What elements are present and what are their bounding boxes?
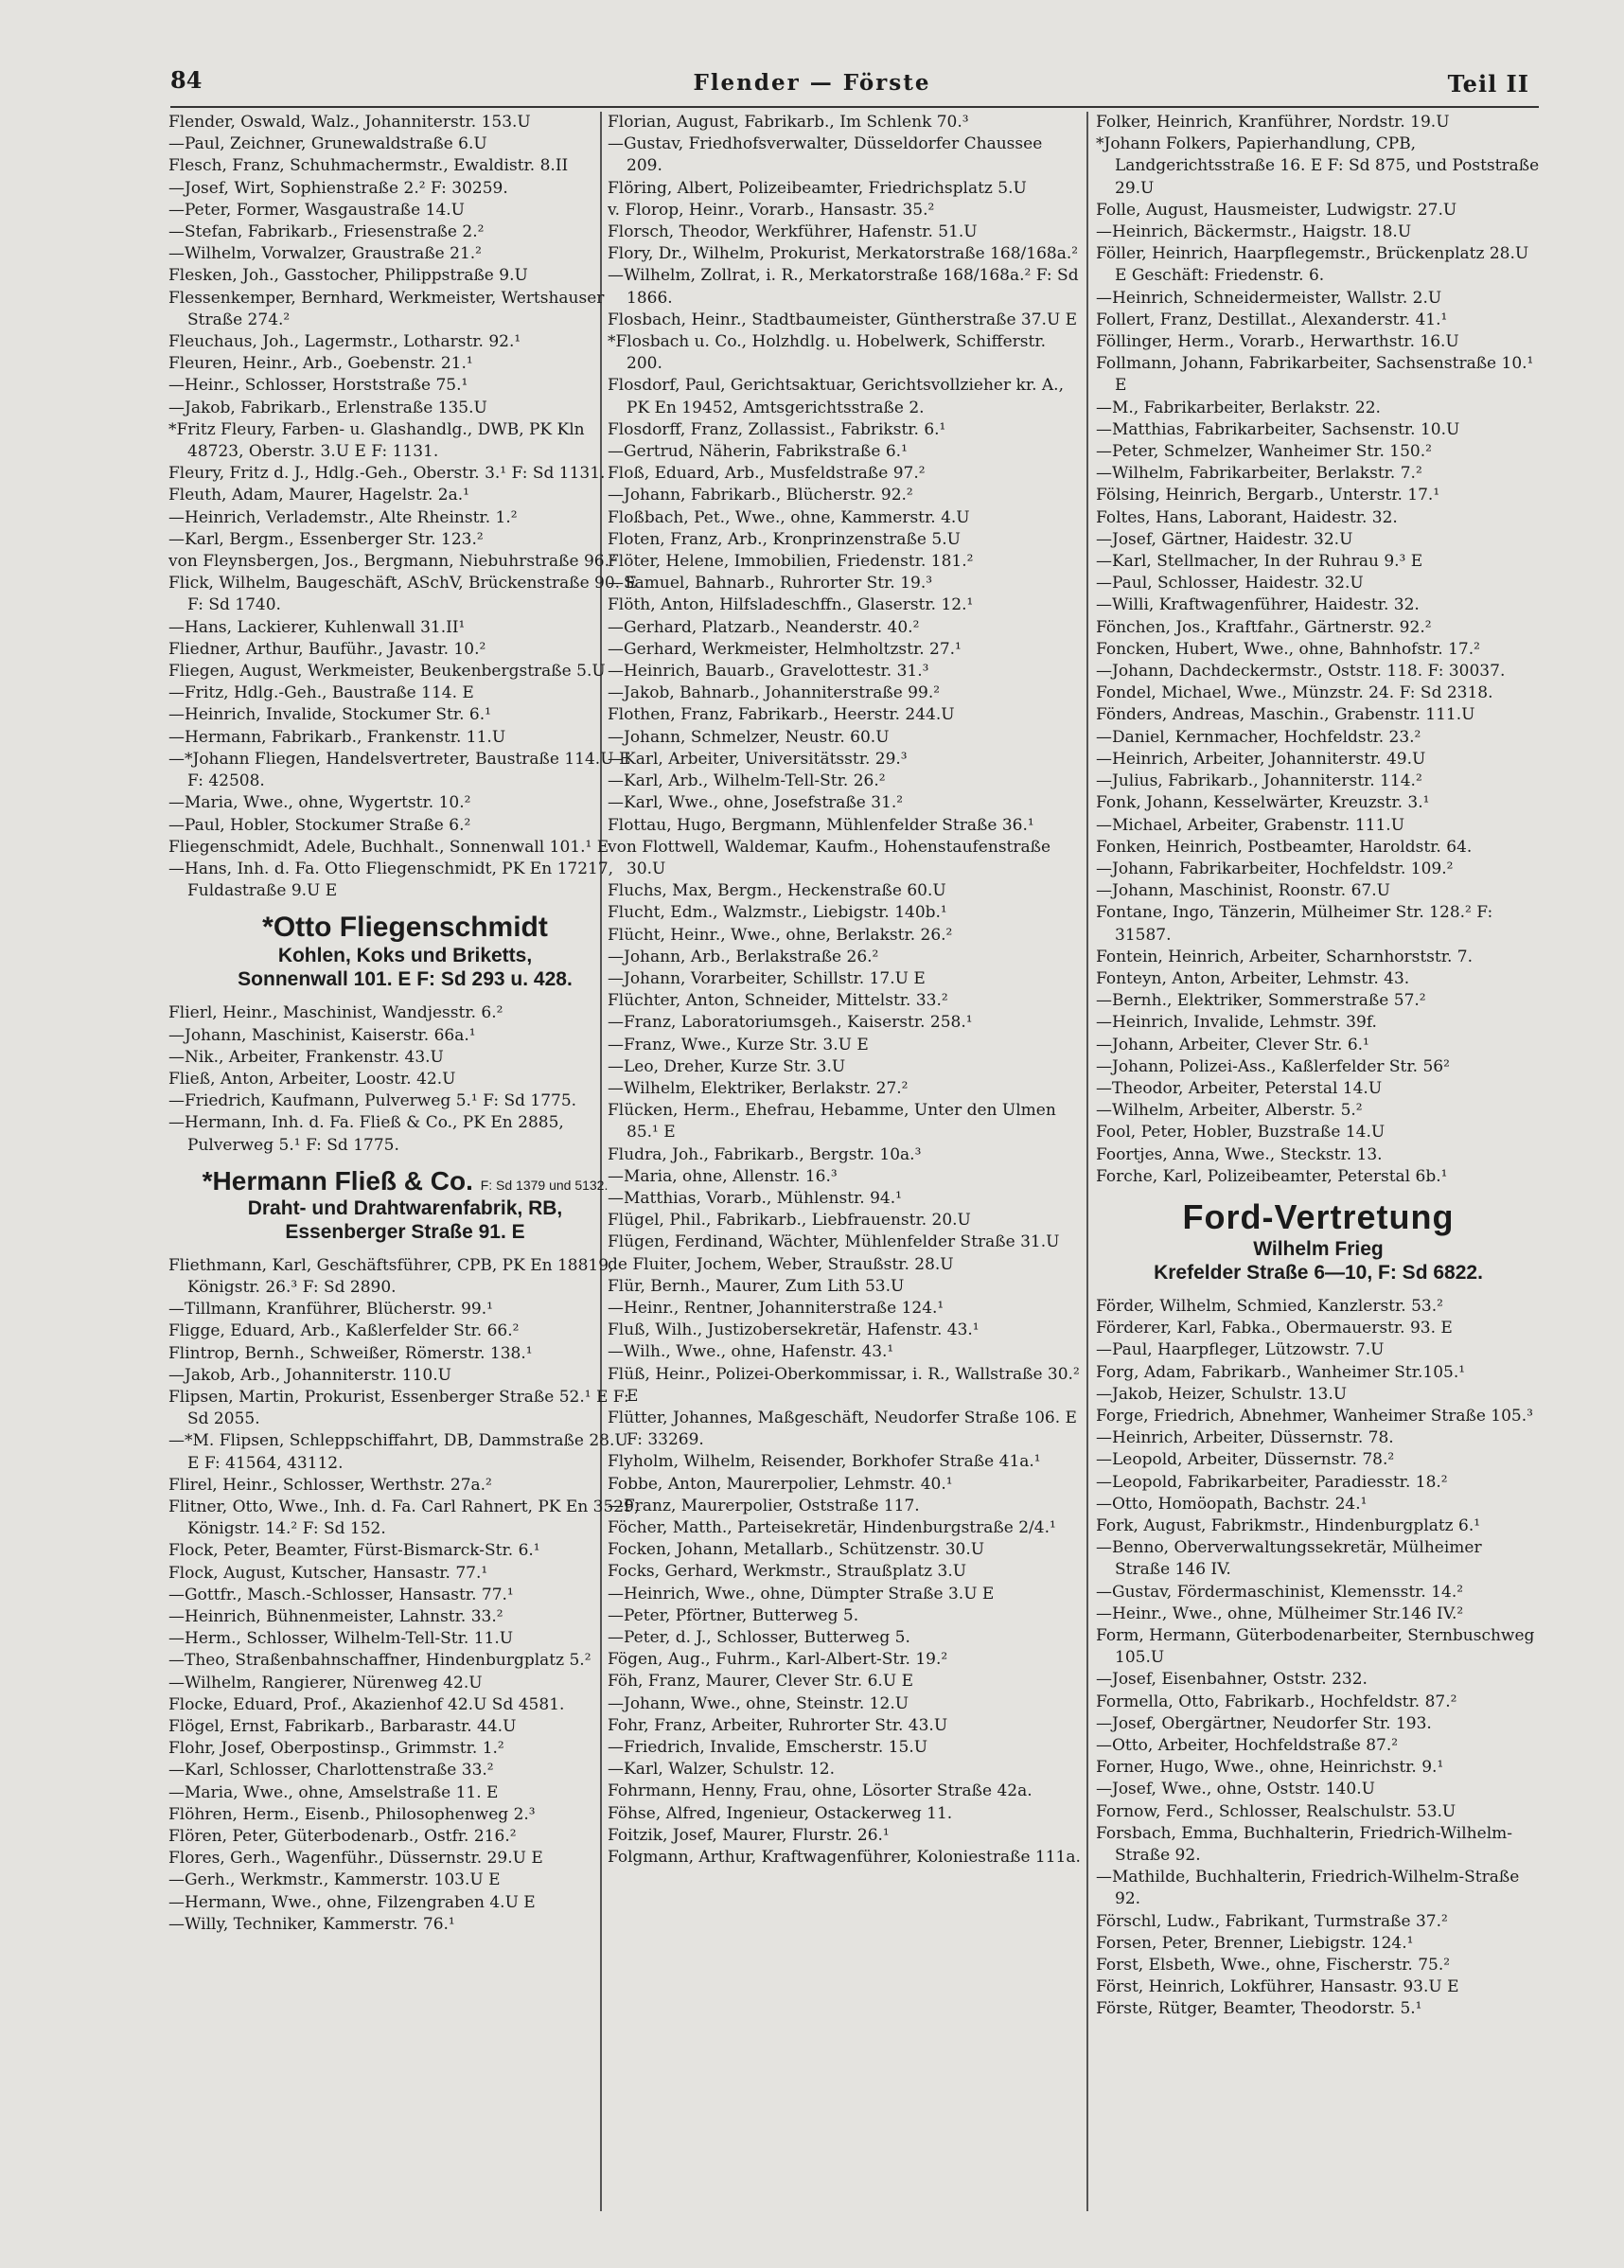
directory-entry: Focks, Gerhard, Werkmstr., Straußplatz 3.U: [608, 1562, 967, 1582]
directory-entry: —Maria, Wwe., ohne, Amselstraße 11. E: [168, 1782, 499, 1802]
directory-entry: —Wilhelm, Fabrikarbeiter, Berlakstr. 7.²: [1096, 464, 1422, 484]
directory-entry: Flick, Wilhelm, Baugeschäft, ASchV, Brückenstraße 90. E F: Sd 1740.: [168, 574, 637, 615]
directory-entry: Form, Hermann, Güterbodenarbeiter, Sternbuschweg 105.U: [1096, 1626, 1535, 1668]
directory-entry: Föller, Heinrich, Haarpflegemstr., Brückenplatz 28.U E Geschäft: Friedenstr. 6.: [1096, 244, 1529, 286]
directory-entry: Fölsing, Heinrich, Bergarb., Unterstr. 17.¹: [1096, 486, 1440, 505]
directory-entry: Formella, Otto, Fabrikarb., Hochfeldstr. 87.²: [1096, 1692, 1457, 1711]
directory-entry: Fliedner, Arthur, Bauführ., Javastr. 10.²: [168, 639, 486, 659]
directory-entry: Flipsen, Martin, Prokurist, Essenberger Straße 52.¹ E F: Sd 2055.: [168, 1387, 629, 1429]
running-title: Flender — Förste: [693, 70, 931, 96]
directory-entry: Forsbach, Emma, Buchhalterin, Friedrich-Wilhelm-Straße 92.: [1096, 1823, 1512, 1866]
directory-entry: Flören, Peter, Güterbodenarb., Ostfr. 216.²: [168, 1827, 517, 1847]
directory-entry: —Heinrich, Invalide, Lehmstr. 39f.: [1096, 1013, 1377, 1033]
directory-entry: Flücht, Heinr., Wwe., ohne, Berlakstr. 26.²: [608, 925, 953, 945]
directory-entry: —Peter, Former, Wasgaustraße 14.U: [168, 200, 465, 220]
directory-entry: —Jakob, Heizer, Schulstr. 13.U: [1096, 1384, 1348, 1404]
directory-entry: Floten, Franz, Arb., Kronprinzenstraße 5.U: [608, 529, 961, 549]
directory-entry: Flüchter, Anton, Schneider, Mittelstr. 33.²: [608, 991, 948, 1011]
directory-entry: —Willi, Kraftwagenführer, Haidestr. 32.: [1096, 595, 1420, 615]
column-1-entries-b: [168, 1002, 642, 1156]
directory-entry: —Karl, Bergm., Essenberger Str. 123.²: [168, 529, 484, 549]
directory-entry: Föcher, Matth., Parteisekretär, Hindenburgstraße 2/4.¹: [608, 1518, 1056, 1537]
directory-entry: Flitner, Otto, Wwe., Inh. d. Fa. Carl Rahnert, PK En 3529, Königstr. 14.² F: Sd 152.: [168, 1497, 640, 1539]
directory-entry: —Paul, Schlosser, Haidestr. 32.U: [1096, 574, 1364, 594]
directory-entry: —Hans, Lackierer, Kuhlenwall 31.II¹: [168, 617, 466, 637]
directory-entry: —Josef, Wwe., ohne, Oststr. 140.U: [1096, 1780, 1375, 1799]
directory-entry: Flucht, Edm., Walzmstr., Liebigstr. 140b.¹: [608, 903, 947, 923]
directory-entry: Fögen, Aug., Fuhrm., Karl-Albert-Str. 19.²: [608, 1650, 948, 1670]
directory-entry: —Nik., Arbeiter, Frankenstr. 43.U: [168, 1047, 444, 1067]
directory-entry: Fönchen, Jos., Kraftfahr., Gärtnerstr. 92.²: [1096, 617, 1432, 637]
directory-entry: Flothen, Franz, Fabrikarb., Heerstr. 244.U: [608, 705, 955, 725]
ad-line: Draht- und Drahtwarenfabrik, RB,: [247, 1196, 563, 1219]
directory-entry: Folle, August, Hausmeister, Ludwigstr. 27.U: [1096, 200, 1457, 220]
directory-entry: —Gerhard, Werkmeister, Helmholtzstr. 27.¹: [608, 639, 962, 659]
directory-entry: —Johann, Fabrikarbeiter, Hochfeldstr. 109.²: [1096, 859, 1454, 878]
directory-entry: —Franz, Wwe., Kurze Str. 3.U E: [608, 1035, 869, 1054]
ad-line: Sonnenwall 101. E F: Sd 293 u. 428.: [238, 968, 573, 991]
directory-entry: —Gustav, Fördermaschinist, Klemensstr. 14.²: [1096, 1582, 1464, 1602]
directory-entry: Focken, Johann, Metallarb., Schützenstr. 30.U: [608, 1540, 985, 1560]
directory-entry: *Flosbach u. Co., Holzhdlg. u. Hobelwerk, Schifferstr. 200.: [608, 332, 1046, 374]
directory-entry: —Heinr., Schlosser, Horststraße 75.¹: [168, 376, 468, 396]
directory-entry: —Heinrich, Verlademstr., Alte Rheinstr. 1.²: [168, 507, 518, 527]
ad-line: Krefelder Straße 6—10, F: Sd 6822.: [1154, 1261, 1483, 1284]
directory-entry: —Heinrich, Wwe., ohne, Dümpter Straße 3.U E: [608, 1584, 995, 1604]
directory-entry: —Johann, Vorarbeiter, Schillstr. 17.U E: [608, 968, 926, 988]
directory-entry: —Peter, Schmelzer, Wanheimer Str. 150.²: [1096, 442, 1432, 462]
directory-entry: Foitzik, Josef, Maurer, Flurstr. 26.¹: [608, 1825, 890, 1845]
directory-entry: Fönders, Andreas, Maschin., Grabenstr. 111.U: [1096, 705, 1475, 725]
directory-entry: —Hermann, Wwe., ohne, Filzengraben 4.U E: [168, 1892, 536, 1912]
directory-entry: Flores, Gerh., Wagenführ., Düssernstr. 29.U E: [168, 1849, 543, 1869]
directory-entry: Flierl, Heinr., Maschinist, Wandjesstr. 6.²: [168, 1003, 503, 1023]
directory-entry: —Karl, Arbeiter, Universitätsstr. 29.³: [608, 749, 908, 769]
directory-entry: Flohr, Josef, Oberpostinsp., Grimmstr. 1.²: [168, 1739, 504, 1759]
column-3: [1096, 112, 1541, 2230]
directory-entry: —Peter, d. J., Schlosser, Butterweg 5.: [608, 1628, 910, 1648]
directory-entry: —Daniel, Kernmacher, Hochfeldstr. 23.²: [1096, 727, 1421, 747]
directory-entry: —Otto, Homöopath, Bachstr. 24.¹: [1096, 1494, 1368, 1514]
directory-entry: Folgmann, Arthur, Kraftwagenführer, Koloniestraße 111a.: [608, 1848, 1081, 1868]
column-1-entries-a: [168, 112, 642, 902]
directory-entry: —Karl, Stellmacher, In der Ruhrau 9.³ E: [1096, 552, 1423, 572]
directory-entry: Forner, Hugo, Wwe., ohne, Heinrichstr. 9.¹: [1096, 1758, 1444, 1778]
directory-entry: Flögel, Ernst, Fabrikarb., Barbarastr. 44.U: [168, 1717, 517, 1736]
directory-entry: Flücken, Herm., Ehefrau, Hebamme, Unter den Ulmen 85.¹ E: [608, 1101, 1056, 1143]
directory-entry: —Gottfr., Masch.-Schlosser, Hansastr. 77.¹: [168, 1585, 514, 1604]
directory-entry: —M., Fabrikarbeiter, Berlakstr. 22.: [1096, 398, 1381, 417]
directory-entry: Flessenkemper, Bernhard, Werkmeister, Wertshauser Straße 274.²: [168, 288, 605, 329]
directory-entry: —Theodor, Arbeiter, Peterstal 14.U: [1096, 1078, 1383, 1098]
directory-entry: —Leo, Dreher, Kurze Str. 3.U: [608, 1056, 846, 1076]
directory-entry: Floßbach, Pet., Wwe., ohne, Kammerstr. 4.U: [608, 507, 970, 527]
directory-entry: Flüß, Heinr., Polizei-Oberkommissar, i. R., Wallstraße 30.² E: [608, 1364, 1080, 1406]
directory-entry: Flottau, Hugo, Bergmann, Mühlenfelder Straße 36.¹: [608, 815, 1034, 835]
directory-entry: Fleuchaus, Joh., Lagermstr., Lotharstr. 92.¹: [168, 332, 521, 352]
directory-entry: —Josef, Gärtner, Haidestr. 32.U: [1096, 529, 1353, 549]
directory-entry: Föh, Franz, Maurer, Clever Str. 6.U E: [608, 1672, 913, 1692]
directory-entry: —Samuel, Bahnarb., Ruhrorter Str. 19.³: [608, 574, 933, 594]
directory-entry: Flory, Dr., Wilhelm, Prokurist, Merkatorstraße 168/168a.²: [608, 244, 1079, 264]
directory-entry: —Michael, Arbeiter, Grabenstr. 111.U: [1096, 815, 1405, 835]
directory-entry: —Otto, Arbeiter, Hochfeldstraße 87.²: [1096, 1736, 1399, 1756]
directory-entry: von Flottwell, Waldemar, Kaufm., Hohenstaufenstraße 30.U: [608, 837, 1051, 878]
directory-entry: Förderer, Karl, Fabka., Obermauerstr. 93. E: [1096, 1319, 1453, 1338]
directory-entry: Fondel, Michael, Wwe., Münzstr. 24. F: Sd 2318.: [1096, 683, 1493, 703]
directory-entry: von Fleynsbergen, Jos., Bergmann, Niebuhrstraße 96.²: [168, 552, 616, 572]
directory-entry: —Matthias, Fabrikarbeiter, Sachsenstr. 10.U: [1096, 419, 1460, 439]
directory-entry: —Josef, Eisenbahner, Oststr. 232.: [1096, 1670, 1368, 1690]
directory-entry: Florian, August, Fabrikarb., Im Schlenk 70.³: [608, 113, 969, 132]
column-2: [608, 112, 1081, 2230]
ad-line: Wilhelm Frieg: [1253, 1237, 1384, 1260]
directory-entry: —Jakob, Arb., Johanniterstr. 110.U: [168, 1365, 451, 1385]
directory-entry: Florsch, Theodor, Werkführer, Hafenstr. 51.U: [608, 222, 978, 242]
directory-entry: Flirel, Heinr., Schlosser, Werthstr. 27a.²: [168, 1475, 492, 1495]
directory-entry: —Josef, Wirt, Sophienstraße 2.² F: 30259.: [168, 178, 508, 198]
directory-entry: *Fritz Fleury, Farben- u. Glashandlg., DWB, PK Kln 48723, Oberstr. 3.U E F: 1131.: [168, 419, 585, 462]
directory-entry: Flesken, Joh., Gasstocher, Philippstraße 9.U: [168, 266, 528, 286]
directory-entry: Flesch, Franz, Schuhmachermstr., Ewaldistr. 8.II: [168, 156, 569, 176]
directory-entry: —Leopold, Fabrikarbeiter, Paradiesstr. 18.²: [1096, 1472, 1448, 1492]
column-1: [168, 112, 642, 2230]
directory-entry: —Theo, Straßenbahnschaffner, Hindenburgplatz 5.²: [168, 1651, 591, 1671]
directory-entry: Forge, Friedrich, Abnehmer, Wanheimer Straße 105.³: [1096, 1406, 1533, 1426]
directory-entry: —Stefan, Fabrikarb., Friesenstraße 2.²: [168, 222, 485, 242]
directory-entry: —Wilhelm, Elektriker, Berlakstr. 27.²: [608, 1078, 909, 1098]
directory-entry: —Jakob, Fabrikarb., Erlenstraße 135.U: [168, 398, 487, 417]
directory-entry: —Karl, Schlosser, Charlottenstraße 33.²: [168, 1761, 494, 1781]
ad-line: Essenberger Straße 91. E: [285, 1220, 525, 1243]
directory-entry: Flock, August, Kutscher, Hansastr. 77.¹: [168, 1563, 488, 1583]
directory-entry: Fohr, Franz, Arbeiter, Ruhrorter Str. 43.U: [608, 1715, 948, 1735]
directory-entry: Forst, Elsbeth, Wwe., ohne, Fischerstr. 75.²: [1096, 1956, 1451, 1976]
directory-entry: —Karl, Walzer, Schulstr. 12.: [608, 1760, 836, 1780]
directory-entry: Fohrmann, Henny, Frau, ohne, Lösorter Straße 42a.: [608, 1781, 1033, 1801]
directory-entry: Fleury, Fritz d. J., Hdlg.-Geh., Oberstr. 3.¹ F: Sd 1131.: [168, 464, 606, 484]
directory-entry: Flöter, Helene, Immobilien, Friedenstr. 181.²: [608, 552, 974, 572]
directory-entry: —Gertrud, Näherin, Fabrikstraße 6.¹: [608, 442, 908, 462]
ad-title: *Hermann Fließ & Co.: [202, 1165, 473, 1196]
directory-entry: Föllinger, Herm., Vorarb., Herwarthstr. 16.U: [1096, 332, 1459, 352]
directory-entry: Fonken, Heinrich, Postbeamter, Haroldstr. 64.: [1096, 837, 1473, 857]
directory-entry: —Jakob, Bahnarb., Johanniterstraße 99.²: [608, 683, 941, 703]
directory-entry: —Johann, Fabrikarb., Blücherstr. 92.²: [608, 486, 913, 505]
ad-line: Kohlen, Koks und Briketts,: [277, 945, 533, 967]
directory-entry: —Wilhelm, Vorwalzer, Graustraße 21.²: [168, 244, 482, 264]
directory-entry: Flütter, Johannes, Maßgeschäft, Neudorfer Straße 106. E F: 33269.: [608, 1408, 1077, 1450]
directory-entry: —Wilh., Wwe., ohne, Hafenstr. 43.¹: [608, 1342, 894, 1362]
directory-entry: —Gerh., Werkmstr., Kammerstr. 103.U E: [168, 1870, 501, 1890]
directory-entry: Flür, Bernh., Maurer, Zum Lith 53.U: [608, 1276, 905, 1296]
directory-entry: Flosdorf, Paul, Gerichtsaktuar, Gerichtsvollzieher kr. A., PK En 19452, Amtsgerichtsstraße 2.: [608, 376, 1064, 417]
directory-entry: Flosdorff, Franz, Zollassist., Fabrikstr. 6.¹: [608, 419, 946, 439]
directory-entry: de Fluiter, Jochem, Weber, Straußstr. 28.U: [608, 1254, 954, 1274]
directory-entry: —Heinr., Wwe., ohne, Mülheimer Str.146 IV.²: [1096, 1604, 1464, 1623]
directory-entry: Foltes, Hans, Laborant, Haidestr. 32.: [1096, 507, 1398, 527]
directory-entry: Fobbe, Anton, Maurerpolier, Lehmstr. 40.¹: [608, 1474, 953, 1494]
directory-entry: Follert, Franz, Destillat., Alexanderstr. 41.¹: [1096, 310, 1448, 329]
directory-entry: —Hans, Inh. d. Fa. Otto Fliegenschmidt, PK En 17217, Fuldastraße 9.U E: [168, 859, 614, 901]
directory-entry: Fliethmann, Karl, Geschäftsführer, CPB, PK En 18819, Königstr. 26.³ F: Sd 2890.: [168, 1255, 614, 1297]
directory-entry: —Johann, Maschinist, Roonstr. 67.U: [1096, 881, 1390, 901]
directory-entry: —Karl, Arb., Wilhelm-Tell-Str. 26.²: [608, 771, 886, 791]
directory-entry: —Heinrich, Bühnenmeister, Lahnstr. 33.²: [168, 1606, 503, 1626]
directory-entry: Folker, Heinrich, Kranführer, Nordstr. 19.U: [1096, 113, 1450, 132]
directory-entry: Förder, Wilhelm, Schmied, Kanzlerstr. 53.²: [1096, 1296, 1443, 1316]
directory-entry: Forg, Adam, Fabrikarb., Wanheimer Str.105.¹: [1096, 1362, 1466, 1382]
directory-entry: —Tillmann, Kranführer, Blücherstr. 99.¹: [168, 1300, 493, 1320]
directory-entry: —Maria, Wwe., ohne, Wygertstr. 10.²: [168, 793, 471, 813]
directory-entry: —Julius, Fabrikarb., Johanniterstr. 114.²: [1096, 771, 1422, 791]
directory-entry: —*M. Flipsen, Schleppschiffahrt, DB, Dammstraße 28.U E F: 41564, 43112.: [168, 1431, 628, 1473]
column-3-entries-a: [1096, 112, 1541, 1188]
directory-entry: —Johann, Dachdeckermstr., Oststr. 118. F: 30037.: [1096, 662, 1506, 682]
directory-entry: *Johann Folkers, Papierhandlung, CPB, Landgerichtsstraße 16. E F: Sd 875, und Poststraße 29.U: [1096, 134, 1540, 198]
directory-entry: Flock, Peter, Beamter, Fürst-Bismarck-Str. 6.¹: [168, 1541, 540, 1561]
directory-entry: —Gerhard, Platzarb., Neanderstr. 40.²: [608, 617, 920, 637]
ad-fliegenschmidt: [168, 912, 642, 991]
directory-entry: Fliegenschmidt, Adele, Buchhalt., Sonnenwall 101.¹ E: [168, 837, 609, 857]
directory-entry: Fleuren, Heinr., Arb., Goebenstr. 21.¹: [168, 354, 473, 374]
directory-entry: —Willy, Techniker, Kammerstr. 76.¹: [168, 1914, 455, 1934]
directory-entry: Fool, Peter, Hobler, Buzstraße 14.U: [1096, 1123, 1386, 1143]
directory-entry: Flosbach, Heinr., Stadtbaumeister, Güntherstraße 37.U E: [608, 310, 1078, 329]
directory-entry: —Johann, Arb., Berlakstraße 26.²: [608, 947, 879, 966]
directory-entry: Foortjes, Anna, Wwe., Steckstr. 13.: [1096, 1144, 1383, 1164]
directory-entry: —Hermann, Fabrikarb., Frankenstr. 11.U: [168, 727, 506, 747]
directory-entry: —Franz, Laboratoriumsgeh., Kaiserstr. 258.¹: [608, 1013, 973, 1033]
directory-entry: Flender, Oswald, Walz., Johanniterstr. 153.U: [168, 113, 531, 132]
directory-entry: Flügel, Phil., Fabrikarb., Liebfrauenstr. 20.U: [608, 1211, 971, 1231]
directory-entry: —Paul, Zeichner, Grunewaldstraße 6.U: [168, 134, 487, 154]
directory-entry: —Gustav, Friedhofsverwalter, Düsseldorfer Chaussee 209.: [608, 134, 1043, 176]
ad-title: Ford-Vertretung: [1182, 1196, 1455, 1236]
directory-entry: —Mathilde, Buchhalterin, Friedrich-Wilhelm-Straße 92.: [1096, 1868, 1520, 1909]
ad-ford: [1096, 1197, 1541, 1285]
directory-entry: Flöring, Albert, Polizeibeamter, Friedrichsplatz 5.U: [608, 178, 1027, 198]
directory-entry: v. Florop, Heinr., Vorarb., Hansastr. 35.²: [608, 200, 935, 220]
directory-entry: —Friedrich, Kaufmann, Pulverweg 5.¹ F: Sd 1775.: [168, 1091, 577, 1111]
directory-entry: —Heinrich, Arbeiter, Düssernstr. 78.: [1096, 1428, 1394, 1448]
directory-entry: Fornow, Ferd., Schlosser, Realschulstr. 53.U: [1096, 1801, 1456, 1821]
column-1-entries-c: [168, 1255, 642, 1936]
part-label: Teil II: [1447, 70, 1529, 97]
directory-entry: —Bernh., Elektriker, Sommerstraße 57.²: [1096, 991, 1426, 1011]
page-header: [0, 66, 1624, 104]
directory-entry: Fludra, Joh., Fabrikarb., Bergstr. 10a.³: [608, 1144, 922, 1164]
directory-entry: —Heinr., Rentner, Johanniterstraße 124.¹: [608, 1298, 944, 1318]
directory-entry: —Fritz, Hdlg.-Geh., Baustraße 114. E: [168, 683, 474, 703]
directory-entry: Foncken, Hubert, Wwe., ohne, Bahnhofstr. 17.²: [1096, 639, 1480, 659]
directory-entry: Fontein, Heinrich, Arbeiter, Scharnhorststr. 7.: [1096, 947, 1474, 966]
directory-entry: —Heinrich, Invalide, Stockumer Str. 6.¹: [168, 705, 491, 725]
directory-entry: Flöth, Anton, Hilfsladeschffn., Glaserstr. 12.¹: [608, 595, 974, 615]
ad-fliess: [168, 1166, 642, 1244]
directory-entry: Fleuth, Adam, Maurer, Hagelstr. 2a.¹: [168, 486, 469, 505]
directory-entry: Flügen, Ferdinand, Wächter, Mühlenfelder Straße 31.U: [608, 1232, 1060, 1252]
column-2-entries: [608, 112, 1081, 1869]
directory-entry: —Paul, Haarpfleger, Lützowstr. 7.U: [1096, 1340, 1385, 1360]
directory-entry: Först, Heinrich, Lokführer, Hansastr. 93.U E: [1096, 1977, 1459, 1997]
directory-entry: Flocke, Eduard, Prof., Akazienhof 42.U Sd 4581.: [168, 1694, 565, 1714]
directory-entry: —Herm., Schlosser, Wilhelm-Tell-Str. 11.U: [168, 1629, 514, 1649]
directory-entry: —Heinrich, Bäckermstr., Haigstr. 18.U: [1096, 222, 1412, 242]
directory-entry: Fligge, Eduard, Arb., Kaßlerfelder Str. 66.²: [168, 1321, 520, 1341]
ad-phone: F: Sd 1379 und 5132.: [480, 1177, 609, 1193]
directory-entry: —Benno, Oberverwaltungssekretär, Mülheimer Straße 146 IV.: [1096, 1538, 1482, 1580]
directory-entry: —Hermann, Inh. d. Fa. Fließ & Co., PK En 2885, Pulverweg 5.¹ F: Sd 1775.: [168, 1113, 564, 1155]
directory-entry: —Heinrich, Schneidermeister, Wallstr. 2.U: [1096, 288, 1442, 308]
directory-entry: Flyholm, Wilhelm, Reisender, Borkhofer Straße 41a.¹: [608, 1452, 1041, 1472]
directory-entry: Fluß, Wilh., Justizobersekretär, Hafenstr. 43.¹: [608, 1320, 980, 1340]
directory-entry: —Friedrich, Invalide, Emscherstr. 15.U: [608, 1738, 928, 1758]
directory-entry: —Wilhelm, Zollrat, i. R., Merkatorstraße 168/168a.² F: Sd 1866.: [608, 266, 1079, 308]
directory-entry: —Johann, Arbeiter, Clever Str. 6.¹: [1096, 1035, 1369, 1054]
directory-entry: Förschl, Ludw., Fabrikant, Turmstraße 37.²: [1096, 1911, 1448, 1931]
directory-entry: —Johann, Wwe., ohne, Steinstr. 12.U: [608, 1693, 909, 1713]
directory-entry: —Paul, Hobler, Stockumer Straße 6.²: [168, 815, 471, 835]
directory-entry: —*Johann Fliegen, Handelsvertreter, Baustraße 114.U E F: 42508.: [168, 749, 631, 791]
directory-entry: Forche, Karl, Polizeibeamter, Peterstal 6b.¹: [1096, 1166, 1448, 1186]
directory-entry: —Johann, Maschinist, Kaiserstr. 66a.¹: [168, 1025, 476, 1045]
directory-entry: —Josef, Obergärtner, Neudorfer Str. 193.: [1096, 1713, 1432, 1733]
directory-entry: —Johann, Polizei-Ass., Kaßlerfelder Str. 56²: [1096, 1056, 1450, 1076]
column-3-entries-b: [1096, 1296, 1541, 2021]
ad-title: *Otto Fliegenschmidt: [262, 912, 548, 944]
directory-entry: Fluchs, Max, Bergm., Heckenstraße 60.U: [608, 881, 946, 901]
directory-entry: —Johann, Schmelzer, Neustr. 60.U: [608, 727, 890, 747]
header-rule: [170, 106, 1539, 108]
directory-entry: —Maria, ohne, Allenstr. 16.³: [608, 1166, 838, 1186]
directory-entry: Flintrop, Bernh., Schweißer, Römerstr. 138.¹: [168, 1343, 533, 1363]
directory-entry: Fork, August, Fabrikmstr., Hindenburgplatz 6.¹: [1096, 1515, 1481, 1535]
directory-entry: Fonk, Johann, Kesselwärter, Kreuzstr. 3.¹: [1096, 793, 1430, 813]
directory-entry: —Wilhelm, Arbeiter, Alberstr. 5.²: [1096, 1101, 1363, 1121]
directory-entry: —Franz, Maurerpolier, Oststraße 117.: [608, 1496, 920, 1515]
directory-entry: Follmann, Johann, Fabrikarbeiter, Sachsenstraße 10.¹ E: [1096, 354, 1534, 396]
directory-entry: —Leopold, Arbeiter, Düssernstr. 78.²: [1096, 1450, 1395, 1470]
column-divider: [1086, 112, 1088, 2211]
directory-entry: Förste, Rütger, Beamter, Theodorstr. 5.¹: [1096, 1999, 1422, 2019]
directory-entry: Fontane, Ingo, Tänzerin, Mülheimer Str. 128.² F: 31587.: [1096, 903, 1493, 945]
directory-entry: —Wilhelm, Rangierer, Nürenweg 42.U: [168, 1673, 483, 1692]
directory-entry: Föhse, Alfred, Ingenieur, Ostackerweg 11.: [608, 1803, 953, 1823]
directory-entry: —Peter, Pförtner, Butterweg 5.: [608, 1605, 859, 1625]
directory-entry: Floß, Eduard, Arb., Musfeldstraße 97.²: [608, 464, 926, 484]
directory-entry: —Heinrich, Bauarb., Gravelottestr. 31.³: [608, 662, 929, 682]
directory-entry: Flöhren, Herm., Eisenb., Philosophenweg 2.³: [168, 1804, 536, 1824]
page-number: 84: [170, 66, 203, 94]
directory-entry: Fließ, Anton, Arbeiter, Loostr. 42.U: [168, 1069, 456, 1089]
directory-entry: Fonteyn, Anton, Arbeiter, Lehmstr. 43.: [1096, 968, 1410, 988]
directory-entry: —Heinrich, Arbeiter, Johanniterstr. 49.U: [1096, 749, 1426, 769]
directory-entry: Forsen, Peter, Brenner, Liebigstr. 124.¹: [1096, 1933, 1414, 1953]
directory-entry: —Karl, Wwe., ohne, Josefstraße 31.²: [608, 793, 904, 813]
directory-entry: Fliegen, August, Werkmeister, Beukenbergstraße 5.U: [168, 662, 606, 682]
directory-entry: —Matthias, Vorarb., Mühlenstr. 94.¹: [608, 1188, 902, 1208]
